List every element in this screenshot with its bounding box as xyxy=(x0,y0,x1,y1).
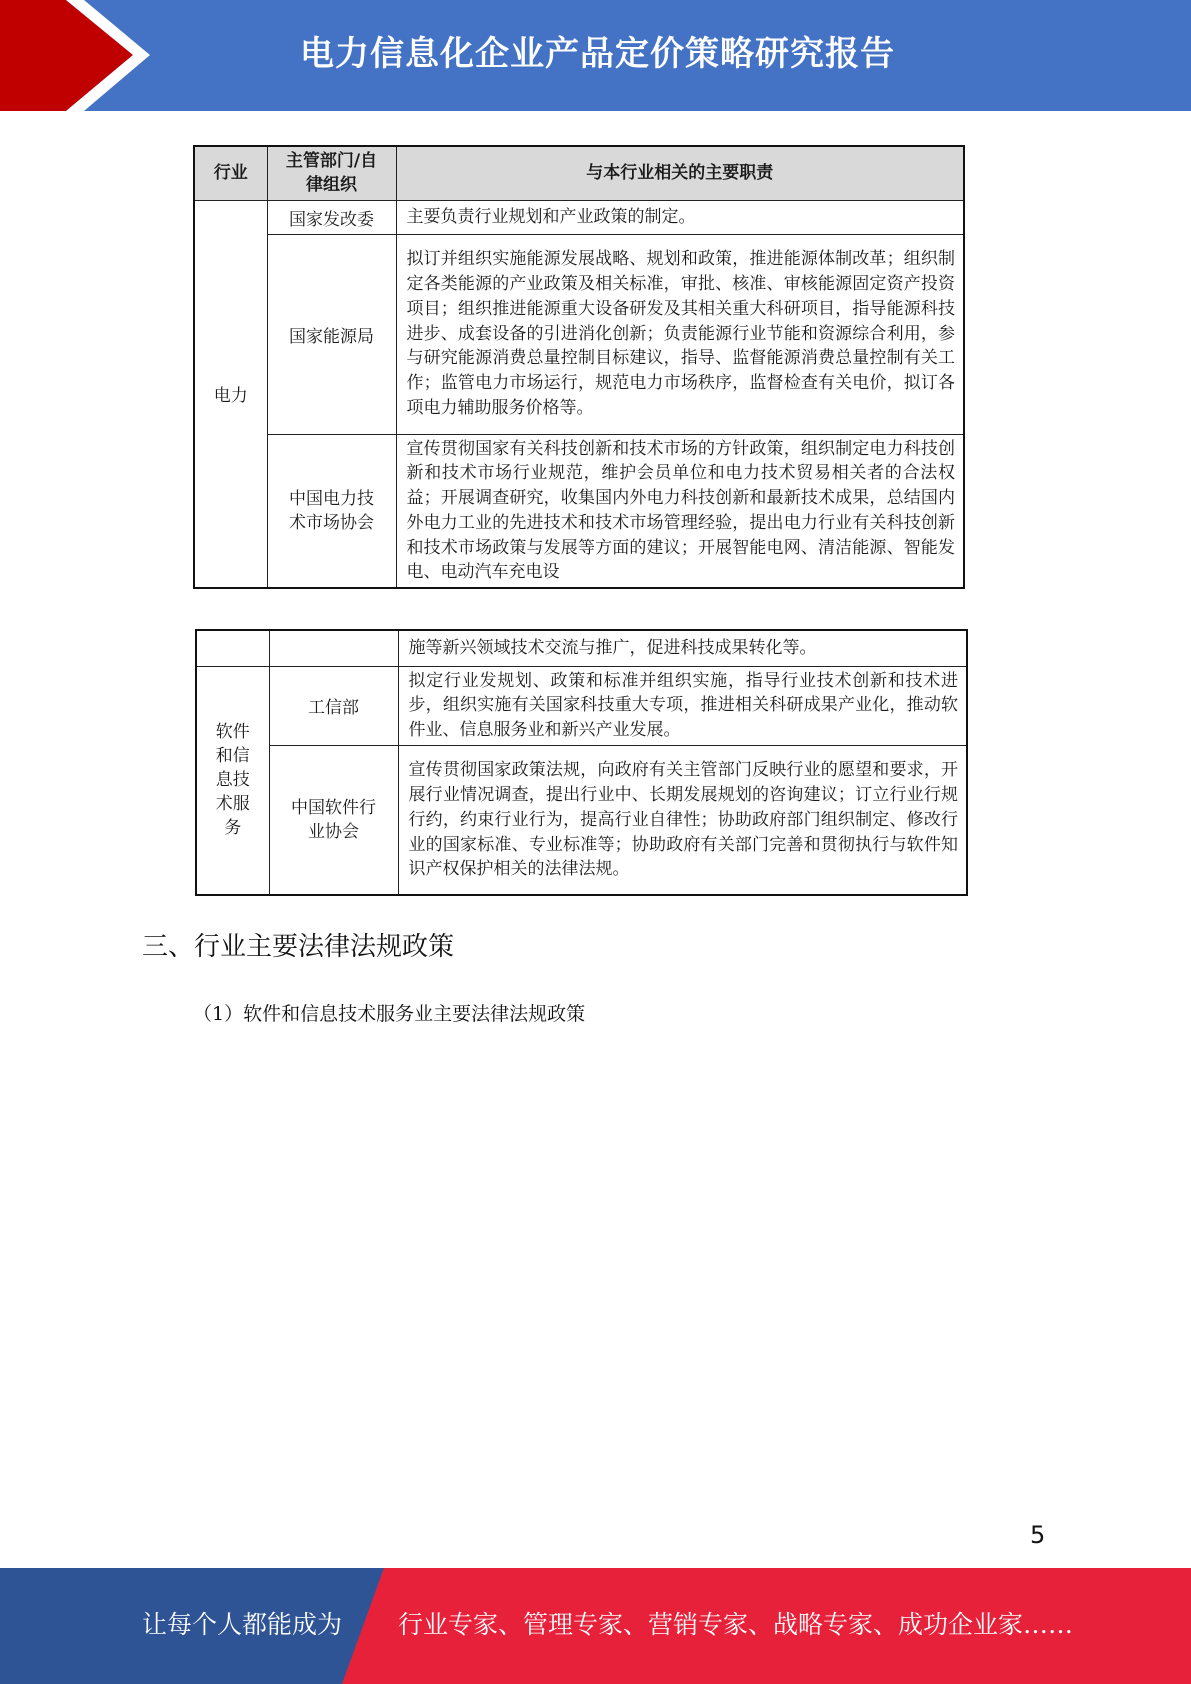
report-title: 电力信息化企业产品定价策略研究报告 xyxy=(300,34,895,74)
header-duties: 与本行业相关的主要职责 xyxy=(396,146,964,200)
table-row xyxy=(194,434,964,588)
dept-cell xyxy=(269,745,398,895)
industry-cell-power: 电力 xyxy=(194,200,267,588)
dept-cell: 工信部 xyxy=(269,666,398,745)
dept-cell xyxy=(267,434,396,588)
dept-cell-text: 中国电力技术市场协会 xyxy=(289,488,374,533)
dept-cell: 国家发改委 xyxy=(267,200,396,234)
dept-cell-text: 中国软件行业协会 xyxy=(291,798,376,843)
regulators-table-part1 xyxy=(193,145,965,589)
section-heading: 三、行业主要法律法规政策 xyxy=(142,932,455,962)
duty-continuation-cell: 施等新兴领域技术交流与推广，促进科技成果转化等。 xyxy=(398,630,967,666)
duty-cell: 拟订并组织实施能源发展战略、规划和政策，推进能源体制改革；组织制定各类能源的产业政策及相关标准，审批、核准、审核能源固定资产投资项目；组织推进能源重大设备研发及其相关重大科研项目，指导能源科技进步、成套设备的引进消化创新；负责能源行业节能和资源综合利用，参与研究能源消费总量控制目标建议，指导、监督能源消费总量控制有关工作；监管电力市场运行，规范电力市场秩序，监督检查有关电价，拟订各项电力辅助服务价格等。 xyxy=(396,234,964,434)
table-row xyxy=(196,745,967,895)
page-footer xyxy=(0,1568,1191,1684)
table-row xyxy=(194,200,964,234)
duty-cell: 拟定行业发规划、政策和标准并组织实施，指导行业技术创新和技术进步，组织实施有关国家科技重大专项，推进相关科研成果产业化，推动软件业、信息服务业和新兴产业发展。 xyxy=(398,666,967,745)
industry-cell-software xyxy=(196,666,269,895)
footer-slogan-right: 行业专家、管理专家、营销专家、战略专家、成功企业家…… xyxy=(398,1610,1074,1639)
empty-cell xyxy=(269,630,398,666)
duty-cell: 宣传贯彻国家政策法规，向政府有关主管部门反映行业的愿望和要求，开展行业情况调查，提出行业中、长期发展规划的咨询建议；订立行业行规行约，约束行业行为，提高行业自律性；协助政府部门组织制定、修改行业的国家标准、专业标准等；协助政府有关部门完善和贯彻执行与软件知识产权保护相关的法律法规。 xyxy=(398,745,967,895)
footer-slogan-left: 让每个人都能成为 xyxy=(142,1610,343,1639)
page-header xyxy=(0,0,1191,111)
industry-cell-text: 软件和信息技术服务 xyxy=(215,722,250,839)
page-number: 5 xyxy=(1030,1521,1046,1549)
header-department-text: 主管部门/自律组织 xyxy=(285,151,378,196)
table-header-row xyxy=(194,146,964,200)
dept-cell: 国家能源局 xyxy=(267,234,396,434)
header-industry: 行业 xyxy=(194,146,267,200)
header-department xyxy=(267,146,396,200)
duty-cell: 主要负责行业规划和产业政策的制定。 xyxy=(396,200,964,234)
table-row xyxy=(194,234,964,434)
subsection-heading: （1）软件和信息技术服务业主要法律法规政策 xyxy=(193,1003,586,1025)
empty-cell xyxy=(196,630,269,666)
table-row xyxy=(196,630,967,666)
regulators-table-part2 xyxy=(195,629,968,896)
table-row xyxy=(196,666,967,745)
duty-cell: 宣传贯彻国家有关科技创新和技术市场的方针政策，组织制定电力科技创新和技术市场行业规范，维护会员单位和电力技术贸易相关者的合法权益；开展调查研究，收集国内外电力科技创新和最新技术成果，总结国内外电力工业的先进技术和技术市场管理经验，提出电力行业有关科技创新和技术市场政策与发展等方面的建议；开展智能电网、清洁能源、智能发电、电动汽车充电设 xyxy=(396,434,964,588)
